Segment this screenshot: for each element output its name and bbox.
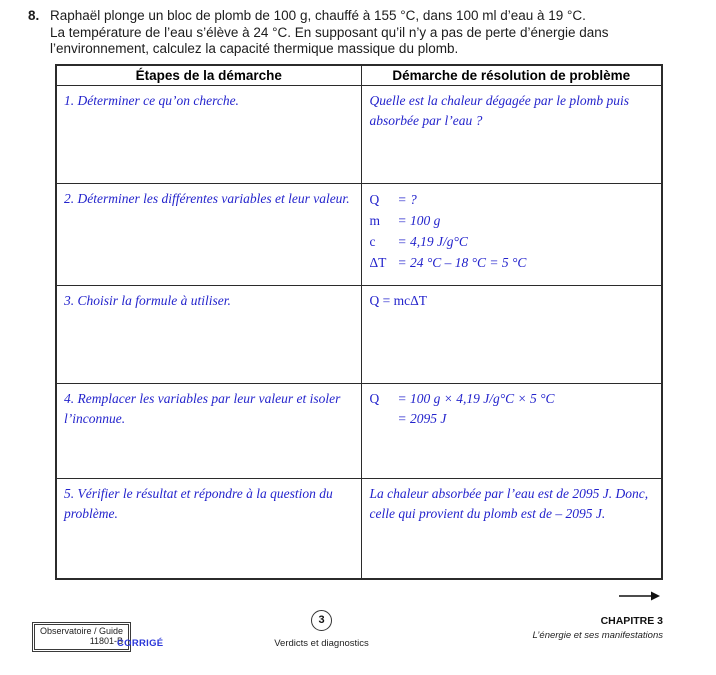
variable-value: = 4,19 J/g°C bbox=[397, 234, 468, 249]
calculation-line: = 100 g × 4,19 J/g°C × 5 °C bbox=[397, 391, 555, 406]
table-row bbox=[56, 479, 662, 579]
answer-cell-4 bbox=[361, 384, 662, 479]
table-header-steps: Étapes de la démarche bbox=[56, 65, 361, 86]
page-number-badge: 3 bbox=[311, 610, 332, 631]
problem-text-line: l’environnement, calculez la capacité thermique massique du plomb. bbox=[50, 41, 459, 56]
table-header-solution: Démarche de résolution de problème bbox=[361, 65, 662, 86]
chapter-label: CHAPITRE 3 bbox=[600, 614, 663, 627]
calculation bbox=[370, 389, 655, 429]
table-row bbox=[56, 286, 662, 384]
problem-text-line: Raphaël plonge un bloc de plomb de 100 g, chauffé à 155 °C, dans 100 ml d’eau à 19 °C. bbox=[50, 8, 586, 23]
variable-value: = ? bbox=[397, 192, 417, 207]
variable-symbol: Q bbox=[369, 192, 380, 207]
variable-value: = 24 °C – 18 °C = 5 °C bbox=[397, 255, 527, 270]
variable-symbol: c bbox=[369, 234, 376, 249]
formula-text: Q = mcΔT bbox=[369, 293, 428, 308]
answer-cell-3 bbox=[361, 286, 662, 384]
step-cell-4: 4. Remplacer les variables par leur valeur et isoler l’inconnue. bbox=[56, 384, 361, 479]
table-row bbox=[56, 86, 662, 184]
problem-statement bbox=[0, 0, 716, 58]
answer-cell-2 bbox=[361, 184, 662, 286]
answer-cell-1: Quelle est la chaleur dégagée par le plomb puis absorbée par l’eau ? bbox=[361, 86, 662, 184]
arrow-right-icon bbox=[618, 589, 660, 607]
variable-line bbox=[370, 210, 655, 231]
variable-symbol: ΔT bbox=[369, 255, 387, 270]
step-cell-3: 3. Choisir la formule à utiliser. bbox=[56, 286, 361, 384]
variable-value: = 100 g bbox=[397, 213, 441, 228]
publisher-name: Observatoire / Guide bbox=[40, 625, 124, 636]
problem-text-line: La température de l’eau s’élève à 24 °C. En supposant qu’il n’y a pas de perte d’énergie dans bbox=[50, 24, 609, 40]
step-cell-1: 1. Déterminer ce qu’on cherche. bbox=[56, 86, 361, 184]
variable-symbol: m bbox=[369, 213, 381, 228]
corrige-label: CORRIGÉ bbox=[117, 637, 164, 649]
variable-line bbox=[370, 231, 655, 252]
chapter-subtitle: L’énergie et ses manifestations bbox=[532, 629, 663, 641]
answer-cell-5: La chaleur absorbée par l’eau est de 2095 J. Donc, celle qui provient du plomb est de – 2095 J. bbox=[361, 479, 662, 579]
section-label: Verdicts et diagnostics bbox=[274, 637, 369, 649]
solution-table bbox=[55, 64, 663, 580]
table-row bbox=[56, 184, 662, 286]
publisher-code: 11801-B bbox=[89, 636, 124, 646]
problem-number: 8. bbox=[28, 8, 40, 23]
step-cell-5: 5. Vérifier le résultat et répondre à la question du problème. bbox=[56, 479, 361, 579]
table-row bbox=[56, 384, 662, 479]
calculation-line: = 2095 J bbox=[397, 411, 447, 426]
publisher-box-inner bbox=[34, 624, 129, 650]
page-footer bbox=[0, 580, 716, 675]
table-header-row bbox=[56, 65, 662, 86]
calculation-lines bbox=[398, 389, 555, 429]
variable-line bbox=[370, 252, 655, 273]
variable-symbol: Q bbox=[369, 391, 380, 406]
step-cell-2: 2. Déterminer les différentes variables et leur valeur. bbox=[56, 184, 361, 286]
problem-text bbox=[50, 8, 716, 58]
variable-line bbox=[370, 189, 655, 210]
